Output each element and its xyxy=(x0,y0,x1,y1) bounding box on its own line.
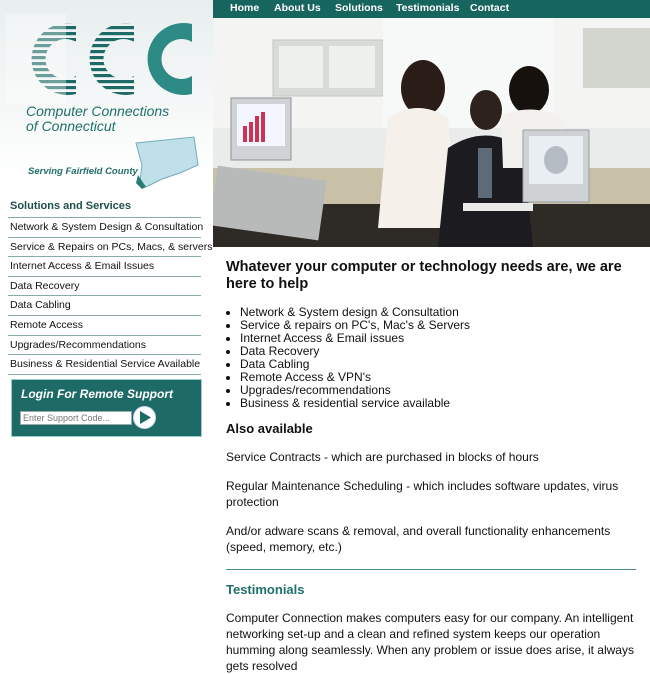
nav-about-us[interactable]: About Us xyxy=(274,2,321,14)
sidebar-item-data-recovery[interactable]: Data Recovery xyxy=(8,277,201,297)
adware-text: And/or adware scans & removal, and overall functionality enhancements (speed, memory, etc.) xyxy=(226,524,611,554)
service-item: • Remote Access & VPN's xyxy=(240,371,636,384)
top-navigation xyxy=(213,0,650,18)
service-item: • Internet Access & Email issues xyxy=(240,332,636,345)
testimonials-heading: Testimonials xyxy=(226,582,305,597)
also-available-heading: Also available xyxy=(226,421,313,436)
service-item: • Service & repairs on PC's, Mac's & Servers xyxy=(240,319,636,332)
sidebar-item-data-cabling[interactable]: Data Cabling xyxy=(8,296,201,316)
service-item: • Network & System design & Consultation xyxy=(240,306,636,319)
service-item: • Upgrades/recommendations xyxy=(240,384,636,397)
company-name-line2: of Connecticut xyxy=(26,118,116,134)
service-item: • Data Recovery xyxy=(240,345,636,358)
company-name xyxy=(26,104,169,134)
solutions-list xyxy=(8,217,213,375)
service-item: • Business & residential service available xyxy=(240,397,636,410)
sidebar-item-internet-email[interactable]: Internet Access & Email Issues xyxy=(8,257,201,277)
sidebar-item-network-design[interactable]: Network & System Design & Consultation xyxy=(8,218,201,238)
connecticut-map-icon xyxy=(132,135,202,193)
sidebar-item-business-residential[interactable]: Business & Residential Service Available xyxy=(8,355,201,375)
hero-photo xyxy=(213,18,650,247)
solutions-heading: Solutions and Services xyxy=(10,200,132,212)
sidebar-item-remote-access[interactable]: Remote Access xyxy=(8,316,201,336)
nav-solutions[interactable]: Solutions xyxy=(335,2,383,14)
play-arrow-icon xyxy=(139,411,151,424)
maintenance-text: Regular Maintenance Scheduling - which includes software updates, virus protection xyxy=(226,479,619,509)
sidebar-item-service-repairs[interactable]: Service & Repairs on PCs, Macs, & servers xyxy=(8,238,201,258)
testimonial-text: Computer Connection makes computers easy for our company. An intelligent networking set-up and a clean and refined system keeps our operation humming along seamlessly. When any problem or issue does arise, it always gets resolved xyxy=(226,611,634,673)
sidebar xyxy=(0,0,213,645)
company-name-line1: Computer Connections xyxy=(26,103,170,119)
lead-heading: Whatever your computer or technology needs are, we are here to help xyxy=(226,259,622,292)
service-item: • Data Cabling xyxy=(240,358,636,371)
support-code-input[interactable] xyxy=(20,411,132,425)
nav-testimonials[interactable]: Testimonials xyxy=(396,2,460,14)
login-submit-button[interactable] xyxy=(133,406,156,429)
services-list xyxy=(226,306,636,410)
main-content xyxy=(226,259,636,674)
service-contracts-text: Service Contracts - which are purchased in blocks of hours xyxy=(226,450,539,464)
divider xyxy=(226,569,636,570)
sidebar-item-upgrades[interactable]: Upgrades/Recommendations xyxy=(8,336,201,356)
login-title: Login For Remote Support xyxy=(21,387,173,401)
remote-support-login xyxy=(11,379,202,437)
nav-contact[interactable]: Contact xyxy=(470,2,510,14)
nav-home[interactable]: Home xyxy=(230,2,260,14)
serving-area: Serving Fairfield County xyxy=(28,166,138,177)
